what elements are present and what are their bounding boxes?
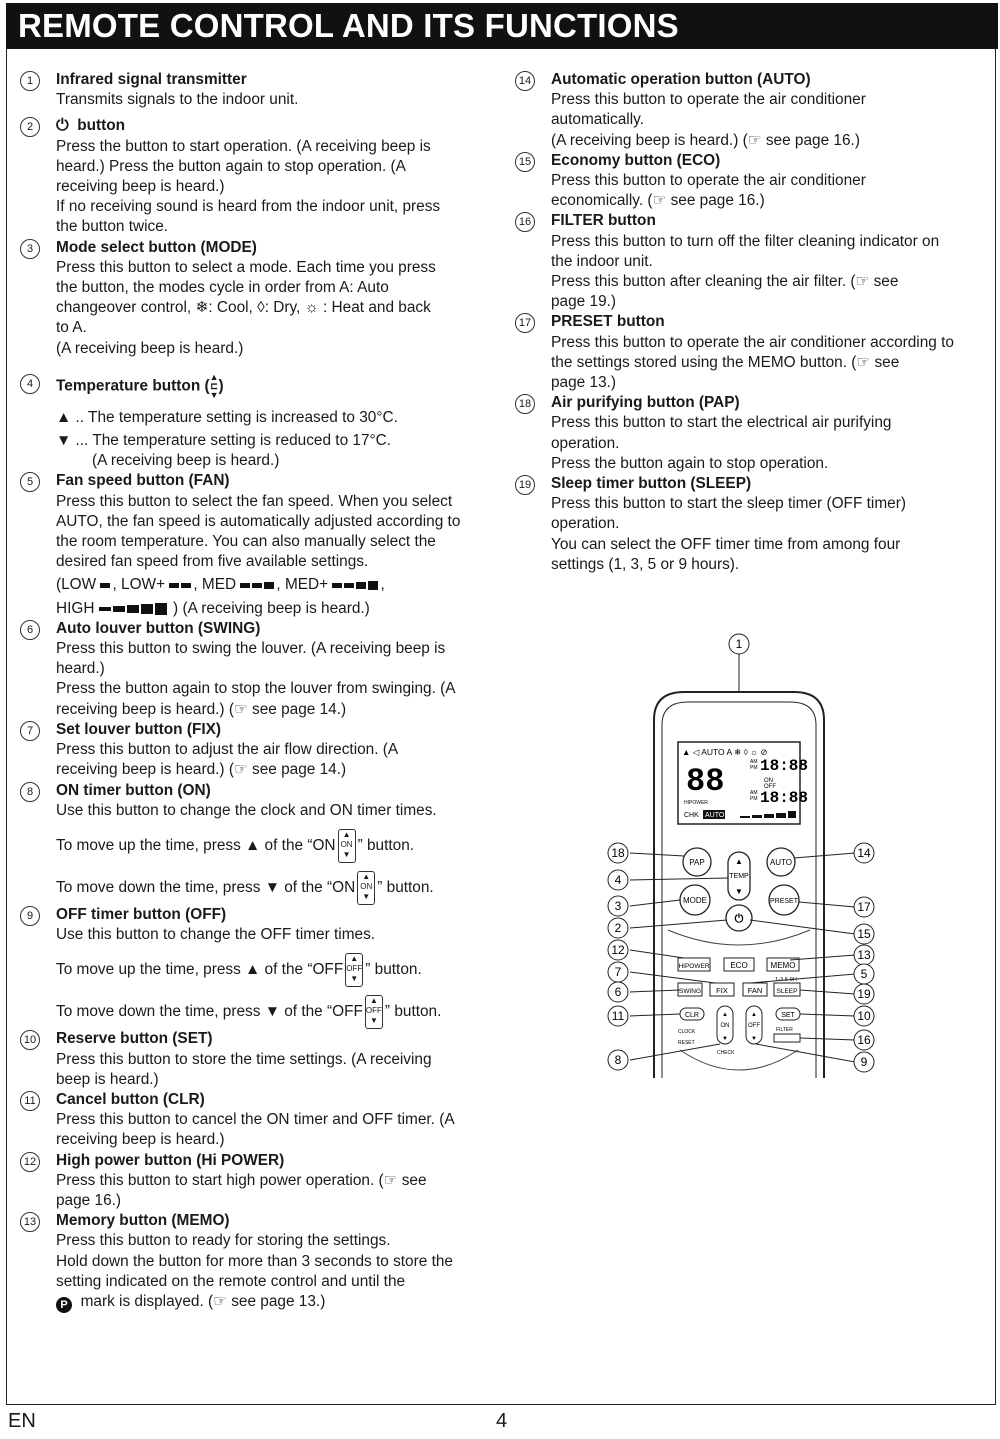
item-text: settings (1, 3, 5 or 9 hours). [551,555,740,573]
item-title: ON timer button (ON) [56,781,211,799]
fan-tail-text: ) (A receiving beep is heard.) [173,599,370,617]
item-title: High power button (Hi POWER) [56,1151,285,1169]
item-text: Press this button to cancel the ON timer and OFF timer. (A [56,1111,455,1129]
item-text: Press this button to operate the air conditioner [551,91,866,109]
item-text: setting indicated on the remote control and until the [56,1272,406,1290]
item-text [56,829,490,863]
item-number: 8 [20,782,40,802]
item-number: 3 [20,239,40,259]
display-pm: PM [750,796,758,802]
on-box-label: ON [360,881,373,891]
fan-bar-icon [332,583,342,588]
callout-8: 8 [614,1053,622,1067]
item-text: changeover control, ❄: Cool, ◊: Dry, ☼ : Heat and back [56,299,431,317]
item-1 [20,70,490,110]
item-title: Memory button (MEMO) [56,1212,230,1230]
item-number: 19 [515,475,535,495]
fan-lowplus-label: , LOW+ [112,576,166,594]
item-text: ▼ ... The temperature setting is reduced to 17°C. [56,432,392,450]
item-title: Infrared signal transmitter [56,71,247,88]
item-title: Auto louver button (SWING) [56,619,261,637]
item-text: (A receiving beep is heard.) [92,452,280,470]
display-clock1: 18:88 [760,757,809,775]
item-8 [20,781,490,905]
item-text: Press this button to select the fan speed. When you select [56,492,453,510]
power-icon: ⏻ [734,913,744,925]
power-icon: ⏻ [56,117,69,135]
item-text: page 13.) [551,374,617,392]
item-text: Press the button again to stop operation. [551,454,829,472]
clr-label: CLR [684,1012,700,1019]
item-4 [20,373,490,472]
item-text [56,995,490,1029]
fan-label: FAN [747,986,763,995]
svg-text:▼: ▼ [735,887,743,896]
display-digits: 88 [686,763,725,800]
item-text: Press this button to operate the air conditioner according to [551,333,954,351]
item-number: 2 [20,117,40,137]
item-text: heard.) Press the button again to stop operation. (A [56,157,406,175]
item-text: the indoor unit. [551,252,653,270]
callout-1: 1 [735,637,743,651]
off-down-text: To move down the time, press ▼ of the “OFF [56,1003,363,1021]
item-number: 7 [20,721,40,741]
item-title: Sleep timer button (SLEEP) [551,475,752,493]
item-title: FILTER button [551,212,656,230]
item-text: (A receiving beep is heard.) [56,339,244,357]
callout-5: 5 [860,967,868,981]
callout-14: 14 [857,846,871,860]
item-7 [20,720,490,781]
item-15 [515,151,985,212]
page-title: REMOTE CONTROL AND ITS FUNCTIONS [18,7,679,44]
on-button-icon: ▲ ON ▼ [338,829,356,863]
item-text: You can select the OFF timer time from among four [551,535,901,553]
on-label: ON [720,1023,730,1029]
item-text: Press this button to start the sleep timer (OFF timer) [551,495,906,513]
filter-button[interactable] [774,1034,800,1042]
item-title: Economy button (ECO) [551,151,721,169]
item-text: Press the button again to stop the louver from swinging. (A [56,680,456,698]
left-column [20,70,490,1313]
item-number: 15 [515,152,535,172]
off-up-text: To move up the time, press ▲ of the “OFF [56,961,344,979]
item-text: Use this button to change the clock and ON timer times. [56,801,437,819]
item-title [56,116,490,136]
memo-label: MEMO [770,961,796,970]
item-6 [20,619,490,720]
remote-control-illustration [600,630,885,1090]
item-text: Use this button to change the OFF timer times. [56,926,376,944]
display-mode-row: ▲ ◁ AUTO A ❄ ◊ ☼ ⊘ [682,747,768,757]
item-text: Press this button to swing the louver. (A receiving beep is [56,640,446,658]
item-text: page 16.) [56,1191,122,1209]
item-17 [515,312,985,393]
item-title-text: button [77,117,126,135]
item-19 [515,474,985,575]
callout-17: 17 [857,900,871,914]
item-number: 5 [20,472,40,492]
fan-low-label: (LOW [56,576,97,594]
fan-bar-icon [99,607,111,611]
display-am: AM [750,790,758,796]
item-title-end: ) [218,377,224,395]
on-up-tail: ” button. [357,836,415,854]
item-12 [20,1151,490,1212]
temp-label: TEMP [729,873,749,880]
preset-label: PRESET [769,898,799,905]
fan-bar-icon [141,604,153,614]
page-header [6,3,998,49]
on-down-tail: ” button. [377,878,434,896]
right-column [515,70,985,575]
clock-label: CLOCK [678,1029,696,1035]
reset-label: RESET [678,1040,695,1046]
fan-bar-icon [344,583,354,588]
callout-16: 16 [857,1033,871,1047]
off-box-label: OFF [365,1006,382,1016]
fan-bar-icon [100,583,110,588]
item-text: Press this button to ready for storing the settings. [56,1232,391,1250]
item-number: 1 [20,71,40,91]
off-up-tail: ” button. [365,961,422,979]
item-title: Reserve button (SET) [56,1030,213,1048]
item-text [56,953,490,987]
item-number: 10 [20,1030,40,1050]
display-auto-badge: AUTO [705,812,725,819]
on-down-text: To move down the time, press ▼ of the “ON [56,878,356,896]
callout-19: 19 [857,987,871,1001]
item-title: Cancel button (CLR) [56,1090,205,1108]
temp-updown-icon: ▲ ⊏ ▼ [209,371,219,400]
callout-18: 18 [611,846,625,860]
item-text [56,1292,490,1313]
display-clock2: 18:88 [760,789,809,807]
display-on: ON [764,778,773,784]
item-text: AUTO, the fan speed is automatically adjusted according to [56,512,461,530]
item-number: 13 [20,1212,40,1232]
item-title: OFF timer button (OFF) [56,905,227,923]
svg-text:▲: ▲ [722,1012,728,1018]
fan-bar-icon [155,603,167,615]
item-number: 9 [20,906,40,926]
fan-bar-icon [240,583,250,588]
p-mark-icon: P [56,1297,72,1313]
item-text: ▲ .. The temperature setting is increased to 30°C. [56,408,398,426]
fan-bar-icon [368,581,378,590]
item-text: the button, the modes cycle in order from A: Auto [56,279,389,297]
item-16 [515,211,985,312]
fan-med-label: , MED [193,576,237,594]
fan-bar-icon [127,605,139,613]
item-text: page 19.) [551,293,617,311]
callout-3: 3 [614,899,622,913]
item-text: Press the button to start operation. (A receiving beep is [56,137,431,155]
off-button-icon: ▲ OFF ▼ [365,995,383,1029]
sleep-label: SLEEP [776,988,798,995]
item-10 [20,1029,490,1090]
item-number: 11 [20,1091,40,1111]
callout-15: 15 [857,927,871,941]
item-text: the room temperature. You can also manually select the [56,533,436,551]
item-text: Press this button to select a mode. Each time you press [56,258,436,276]
item-5 [20,471,490,618]
fan-bar-icon [264,582,274,589]
item-text: Press this button after cleaning the air filter. (☞ see [551,273,899,291]
item-text: the button twice. [56,218,169,236]
filter-label: FILTER [776,1027,793,1033]
item-2 [20,116,490,237]
item-text: Press this button to operate the air conditioner [551,172,866,190]
callout-2: 2 [614,921,622,935]
item-number: 17 [515,313,535,333]
display-chk: CHK [684,812,699,819]
callout-11: 11 [611,1009,625,1023]
item-number: 6 [20,620,40,640]
item-text: operation. [551,515,620,533]
item-number: 4 [20,374,40,394]
item-text [56,871,490,905]
on-up-text: To move up the time, press ▲ of the “ON [56,836,336,854]
svg-text:▼: ▼ [722,1036,728,1042]
pap-label: PAP [689,858,705,867]
off-down-tail: ” button. [384,1003,442,1021]
item-text: (A receiving beep is heard.) (☞ see page 16.) [551,131,860,149]
item-number: 16 [515,212,535,232]
item-11 [20,1090,490,1151]
item-text: Press this button to start high power operation. (☞ see [56,1171,427,1189]
item-text: economically. (☞ see page 16.) [551,192,765,210]
callout-6: 6 [614,985,622,999]
auto-label: AUTO [769,858,793,867]
callout-13: 13 [857,948,871,962]
callout-4: 4 [614,873,622,887]
item-text: automatically. [551,111,644,129]
item-text: receiving beep is heard.) (☞ see page 14.) [56,761,347,779]
hipower-label: HIPOWER [678,963,710,970]
fan-speed-levels: (LOW , LOW+ , MED , MED+ , [56,576,385,594]
display-am: AM [750,759,758,765]
fan-bar-icon [113,606,125,612]
fan-bar-icon [181,583,191,588]
footer-language: EN [8,1410,36,1432]
svg-text:▲: ▲ [751,1012,757,1018]
item-title [56,373,490,400]
off-label: OFF [748,1023,760,1029]
item-number: 18 [515,394,535,414]
item-title: Automatic operation button (AUTO) [551,71,811,88]
item-9 [20,905,490,1029]
item-number: 12 [20,1152,40,1172]
item-text: Press this button to adjust the air flow direction. (A [56,741,399,759]
off-button-icon: ▲ OFF ▼ [345,953,363,987]
item-text: receiving beep is heard.) (☞ see page 14.) [56,700,347,718]
off-box-label: OFF [346,964,363,974]
item-3 [20,238,490,359]
eco-label: ECO [730,961,748,970]
item-text: heard.) [56,660,105,678]
item-18 [515,393,985,474]
display-off: OFF [764,784,776,790]
item-14 [515,70,985,151]
item-title: PRESET button [551,313,665,331]
on-box-label: ON [340,839,353,849]
item-title: Air purifying button (PAP) [551,394,740,412]
item-title: Fan speed button (FAN) [56,472,230,490]
callout-7: 7 [614,965,622,979]
item-13 [20,1211,490,1313]
check-label: CHECK [717,1050,735,1056]
mode-label: MODE [683,896,707,905]
fan-bar-icon [356,582,366,589]
sleep-hours-label: 1-3-5-9H [775,977,797,983]
callout-10: 10 [857,1009,871,1023]
fan-speed-high [56,599,490,619]
item-text: Press this button to store the time settings. (A receiving [56,1050,432,1068]
item-text: If no receiving sound is heard from the indoor unit, press [56,198,441,216]
fan-bar-icon [252,583,262,588]
item-text: Transmits signals to the indoor unit. [56,91,299,109]
item-title-text: Temperature button ( [56,377,210,395]
item-text: the settings stored using the MEMO button. (☞ see [551,353,900,371]
page-number: 4 [496,1410,508,1432]
callout-9: 9 [860,1055,868,1069]
item-text: beep is heard.) [56,1070,159,1088]
fan-medplus-label: , MED+ [276,576,329,594]
item-text: Press this button to turn off the filter cleaning indicator on [551,232,940,250]
item-text: to A. [56,319,87,337]
on-button-icon: ▲ ON ▼ [357,871,375,905]
item-title: Set louver button (FIX) [56,720,222,738]
callout-12: 12 [611,943,625,957]
item-number: 14 [515,71,535,91]
svg-text:▼: ▼ [751,1036,757,1042]
item-text: receiving beep is heard.) [56,178,225,196]
item-text: operation. [551,434,620,452]
item-text: receiving beep is heard.) [56,1131,225,1149]
item-text: Press this button to start the electrical air purifying [551,414,892,432]
display-hipower: HIPOWER [684,800,708,806]
svg-text:▲: ▲ [735,857,743,866]
item-title: Mode select button (MODE) [56,238,257,256]
fix-label: FIX [716,986,728,995]
swing-label: SWING [678,988,702,995]
fan-bar-icon [169,583,179,588]
fan-high-label: HIGH [56,599,95,617]
item-text: desired fan speed from five available settings. [56,553,369,571]
item-text-tail: mark is displayed. (☞ see page 13.) [80,1292,326,1310]
display-pm: PM [750,765,758,771]
item-text: Hold down the button for more than 3 seconds to store the [56,1252,453,1270]
set-label: SET [781,1012,795,1019]
